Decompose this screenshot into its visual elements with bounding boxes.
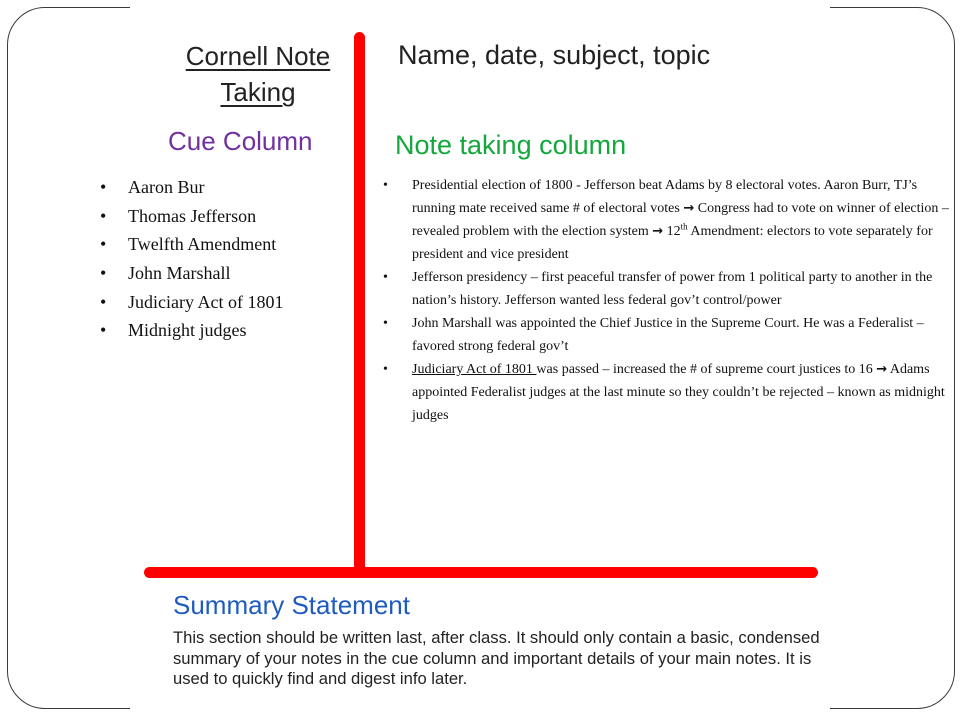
note-text: was passed – increased the # of supreme court justices to 16 — [536, 362, 877, 377]
frame-gap-top — [130, 2, 830, 14]
cue-item: • Judiciary Act of 1801 — [100, 291, 283, 320]
cue-item: • Twelfth Amendment — [100, 233, 283, 262]
title-line-1: Cornell Note — [185, 41, 331, 71]
note-text: Adams appointed Federalist judges at the last minute so they couldn’t be rejected – known as midnight judges — [412, 362, 945, 423]
summary-text: This section should be written last, after class. It should only contain a basic, condensed summary of your notes in the cue column and important details of your main notes. It is used to quickly find and digest info later. — [173, 628, 820, 688]
note-text: Congress had to vote on winner of election – revealed problem with the election system — [412, 201, 949, 239]
cue-column-heading: Cue Column — [168, 126, 313, 156]
right-arrow-icon: → — [876, 362, 888, 377]
note-item: • John Marshall was appointed the Chief Justice in the Supreme Court. He was a Federalist – favored strong federal gov’t — [383, 312, 953, 358]
cue-item: • Aaron Bur — [100, 176, 283, 205]
frame-gap-bottom — [130, 704, 830, 716]
notes-column-heading: Note taking column — [395, 130, 627, 160]
page-title — [168, 38, 348, 110]
note-item — [383, 358, 953, 427]
vertical-divider — [354, 32, 365, 572]
horizontal-divider — [144, 567, 818, 578]
right-arrow-icon: → — [652, 224, 664, 239]
cue-list — [100, 176, 283, 348]
note-text: Amendment: electors to vote separately for president and vice president — [412, 224, 933, 262]
note-text: Presidential election of 1800 - Jefferson beat Adams by 8 electoral votes. Aaron Burr, TJ’s running mate received same # of electoral votes — [412, 178, 918, 216]
header-fields-label: Name, date, subject, topic — [398, 40, 711, 70]
summary-heading: Summary Statement — [173, 590, 410, 620]
cue-item: • Midnight judges — [100, 319, 283, 348]
right-arrow-icon: → — [683, 201, 695, 216]
title-line-2: Taking — [220, 77, 296, 107]
note-underlined-term: Judiciary Act of 1801 — [412, 362, 537, 377]
note-item — [383, 174, 953, 266]
cue-item: • Thomas Jefferson — [100, 205, 283, 234]
ordinal-suffix: th — [680, 221, 688, 232]
cue-item: • John Marshall — [100, 262, 283, 291]
notes-list — [383, 174, 953, 427]
note-text: 12 — [663, 224, 681, 239]
note-item: • Jefferson presidency – first peaceful transfer of power from 1 political party to another in the nation’s history. Jefferson wanted less federal gov’t control/power — [383, 266, 953, 312]
